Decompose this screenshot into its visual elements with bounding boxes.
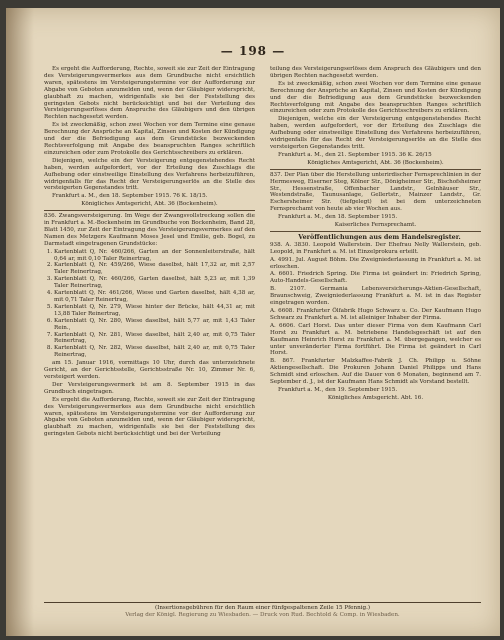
parcel-list-item: 1. Kartenblatt Q, Nr. 460/266, Garten an der Sonnenleiterstraße, hält 0,64 ar, mit 0,10 Taler Reinertrag, [54, 249, 255, 263]
text-paragraph: B. 867. Frankfurter Malzkaffee-Fabrik J. Ch. Philipp u. Söhne Aktiengesellschaft. Die Prokuren Johann Daniel Philipps und Hans Schmidt sind erloschen. Auf die Dauer von 6 Monaten, beginnend am 7. September d. J., ist der Kaufmann Hans Schmidt als Vorstand bestellt. [270, 358, 481, 386]
text-paragraph: teilung des Versteigerungserlöses dem Anspruch des Gläubigers und den übrigen Rechten nachgesetzt werden. [270, 66, 481, 79]
text-paragraph: Frankfurt a. M., den 19. September 1915. [278, 386, 398, 393]
text-paragraph: Es ergeht die Aufforderung, Rechte, soweit sie zur Zeit der Eintragung des Versteigerungsvermerkes aus dem Grundbuche nicht ersichtlich waren, spätestens im Versteigerungstermine vor der Aufforderung zur Abgabe von Geboten anzumelden und, wenn der Gläubiger widerspricht, glaubhaft zu machen, widrigenfalls sie bei der Feststellung des geringsten Gebots nicht berücksichtigt und bei der Verteilung [44, 396, 255, 438]
text-paragraph: A. 6606. Carl Horst. Das unter dieser Firma von dem Kaufmann Carl Horst zu Frankfurt a. M. betriebene Handelsgeschäft ist auf den Kaufmann Heinrich Horst zu Frankfurt a. M. übergegangen, welcher es unter unveränderter Firma fortführt. Die Firma ist geändert in Carl Horst. [270, 322, 481, 357]
text-paragraph: Königliches Amtsgericht, Abt. 36 (Bockenheim). [307, 159, 444, 166]
footer-imprint: Verlag der Königl. Regierung zu Wiesbaden. — Druck von Rud. Bechtold & Comp. in Wiesbaden. [125, 612, 400, 618]
text-paragraph: Königliches Amtsgericht. Abt. 16. [327, 394, 424, 401]
text-paragraph: Königliches Amtsgericht, Abt. 36 (Bockenheim). [81, 201, 218, 208]
left-column [44, 66, 255, 439]
text-paragraph: A. 6608. Frankfurter Ölfabrik Hugo Schwarz u. Co. Der Kaufmann Hugo Schwarz zu Frankfurt a. M. ist alleiniger Inhaber der Firma. [270, 308, 481, 321]
text-paragraph: Frankfurt a. M., den 21. September 1915. 36 K. 26/15 [278, 151, 432, 158]
text-paragraph: A. 6601. Friedrich Spring. Die Firma ist geändert in: Friedrich Spring, Auto-Handels-Gesellschaft. [270, 271, 481, 285]
parcel-list-item: 5. Kartenblatt Q, Nr. 279, Wiese hinter der Brücke, hält 44,31 ar, mit 13,88 Taler Reinertrag, [54, 304, 255, 318]
binding-shadow [6, 8, 34, 636]
page-number: — 198 — [220, 44, 286, 58]
page-sheet [6, 8, 500, 636]
parcel-list-item: 6. Kartenblatt Q, Nr. 280, Wiese daselbst, hält 5,77 ar, mit 1,43 Taler Rein., [54, 318, 255, 332]
text-paragraph: A. 4991. Jul. August Böhm. Die Zweigniederlassung in Frankfurt a. M. ist erloschen. [270, 256, 481, 270]
text-paragraph: am 15. Januar 1916, vormittags 10 Uhr, durch das unterzeichnete Gericht, an der Gerichtsstelle, Gerichtsstraße Nr. 10, Zimmer Nr. 6, versteigert werden. [44, 360, 255, 380]
text-paragraph: Es ergeht die Aufforderung, Rechte, soweit sie zur Zeit der Eintragung des Versteigerungsvermerkes aus dem Grundbuche nicht ersichtlich waren, spätestens im Versteigerungstermine vor der Aufforderung zur Abgabe von Geboten anzumelden und, wenn der Gläubiger widerspricht, glaubhaft zu machen, widrigenfalls sie bei der Feststellung des geringsten Gebots nicht berücksichtigt und bei der Verteilung des Versteigerungserlöses dem Anspruche des Gläubigers und den übrigen Rechten nachgesetzt werden. [44, 66, 255, 121]
text-paragraph: 938. A. 3830. Leopold Wallerstein. Der Ehefrau Nelly Wallerstein, geb. Leopold, in Frankfurt a. M. ist Einzelprokura erteilt. [270, 241, 481, 255]
parcel-list [44, 249, 255, 360]
text-paragraph: Frankfurt a. M., den 18. September 1915. 76 K. 18/15. [52, 193, 208, 200]
footer-fee-note: (Insertionsgebühren für den Raum einer fünfgespaltenen Zeile 15 Pfennig.) [154, 605, 371, 611]
separator-rule [270, 169, 481, 170]
parcel-list-item: 2. Kartenblatt Q, Nr. 459/266, Wiese daselbst, hält 17,32 ar, mit 2,57 Taler Reinertrag, [54, 262, 255, 276]
text-paragraph: Kaiserliches Fernsprechamt. [334, 222, 417, 229]
separator-rule [270, 231, 481, 232]
text-paragraph: Der Versteigerungsvermerk ist am 8. September 1915 in das Grundbuch eingetragen. [44, 381, 255, 395]
text-paragraph: Frankfurt a. M., den 18. September 1915. [278, 214, 398, 221]
text-paragraph: Diejenigen, welche ein der Versteigerung entgegenstehendes Recht haben, werden aufgefordert, vor der Erteilung des Zuschlags die Aufhebung oder einstweilige Einstellung des Verfahrens herbeizuführen, widrigenfalls für das Recht der Versteigerungserlös an die Stelle des versteigerten Gegenstandes tritt. [270, 116, 481, 150]
text-paragraph: 836. Zwangsversteigerung. Im Wege der Zwangsvollstreckung sollen die in Frankfurt a. M.-Bockenheim im Grundbuche von Bockenheim, Band 28, Blatt 1450, zur Zeit der Eintragung des Versteigerungsvermerkes auf den Namen des Metzgers Kaufmann Moses Jesel und Emilie, geb. Bogel, zu Darmstadt eingetragenen Grundstücke: [44, 213, 255, 247]
text-paragraph: B. 2107. Germania Lebensversicherungs-Aktien-Gesellschaft, Braunschweig, Zweigniederlassung Frankfurt a. M. ist in das Register eingetragen worden. [270, 286, 481, 307]
text-paragraph: Diejenigen, welche ein der Versteigerung entgegenstehendes Recht haben, werden aufgefordert, vor der Erteilung des Zuschlags die Aufhebung oder einstweilige Einstellung des Verfahrens herbeizuführen, widrigenfalls für das Recht der Versteigerungserlös an die Stelle des versteigerten Gegenstandes tritt. [44, 157, 255, 192]
parcel-list-item: 3. Kartenblatt Q, Nr. 460/266, Garten daselbst, hält 5,23 ar, mit 1,39 Taler Reinertrag, [54, 276, 255, 290]
text-paragraph: Es ist zweckmäßig, schon zwei Wochen vor dem Termine eine genaue Berechnung der Ansprüche an Kapital, Zinsen und Kosten der Kündigung und der die Befriedigung aus dem Grundstücke bezweckenden Rechtsverfolgung mit Angabe des beanspruchten Ranges schriftlich einzureichen oder zum Protokolle des Gerichtsschreibers zu erklären. [44, 122, 255, 156]
text-paragraph: 837. Der Plan über die Herstellung unterirdischer Fernsprechlinien in der Hermesweg, Eiserner Steg, Kölner Str., Dönigheimer Str., Bischofsheimer Str., Hessenstraße, Offenbacher Landstr., Gelnhäuser Str., Westendstraße, Taunusanlage, Gellertstr., Mainzer Landstr., Gr. Eschersheimer Str. (tiefgelegt) ist bei dem unterzeichneten Fernsprechamt von heute ab vier Wochen aus. [270, 171, 481, 213]
parcel-list-item: 7. Kartenblatt Q, Nr. 281, Wiese daselbst, hält 2,40 ar, mit 0,75 Taler Reinertrag, [54, 332, 255, 346]
page-footer [44, 602, 481, 619]
parcel-list-item: 4. Kartenblatt Q, Nr. 461/266, Wiese und Garten daselbst, hält 4,38 ar, mit 0,71 Taler Reinertrag, [54, 290, 255, 304]
section-heading: Veröffentlichungen aus dem Handelsregister. [298, 232, 461, 241]
parcel-list-item: 8. Kartenblatt Q, Nr. 282, Wiese daselbst, hält 2,40 ar, mit 0,75 Taler Reinertrag, [54, 345, 255, 359]
text-paragraph: Es ist zweckmäßig, schon zwei Wochen vor dem Termine eine genaue Berechnung der Ansprüche an Kapital, Zinsen und Kosten der Kündigung und der die Befriedigung aus dem Grundstücke bezweckenden Rechtsverfolgung mit Angabe des beanspruchten Ranges schriftlich einzureichen oder zum Protokolle des Gerichtsschreibers zu erklären. [270, 80, 481, 115]
right-column [270, 66, 481, 403]
separator-rule [44, 210, 255, 211]
